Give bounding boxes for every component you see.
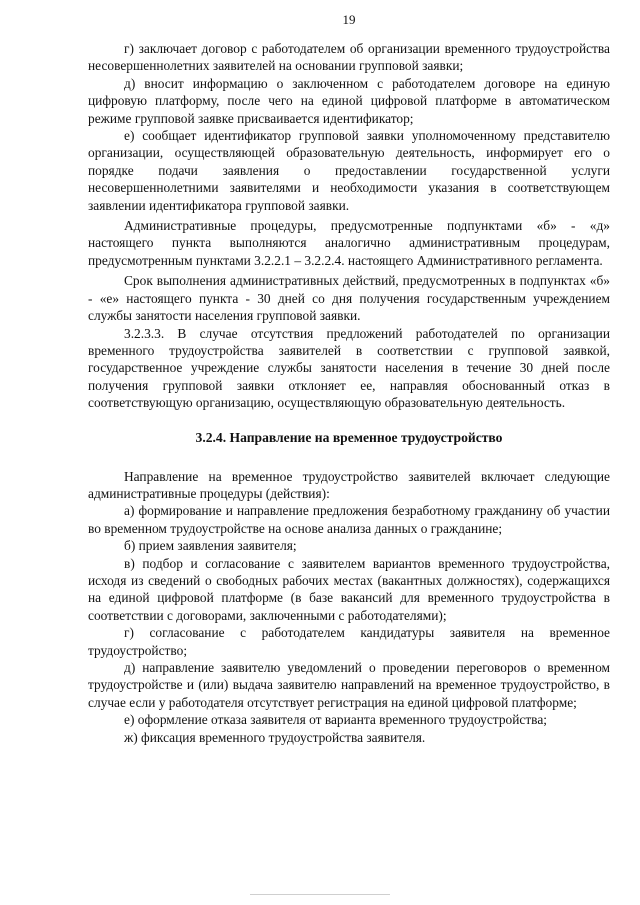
paragraph-deadline: Срок выполнения административных действий, предусмотренных в подпунктах «б» - «е» настоящего пункта - 30 дней со дня получения государственным учреждением службы занятости населения групповой заявки. — [88, 273, 610, 324]
list-item-v: в) подбор и согласование с заявителем вариантов временного трудоустройства, исходя из сведений о свободных рабочих местах (вакантных должностях), содержащихся на единой цифровой платформе (в базе вакансий для временного трудоустройства в соответствии с договорами, заключенными с работодателями); — [88, 555, 610, 623]
list-item-g: г) согласование с работодателем кандидатуры заявителя на временное трудоустройство; — [88, 625, 610, 658]
paragraph-admin-procedures: Административные процедуры, предусмотренные подпунктами «б» - «д» настоящего пункта выполняются аналогично административным процедурам, предусмотренным пунктами 3.2.2.1 – 3.2.2.4. настоящего Административного регламента. — [88, 218, 610, 268]
list-item-d: д) направление заявителю уведомлений о проведении переговоров о временном трудоустройстве и (или) выдача заявителю направлений на временное трудоустройство, в случае если у работодателя отсутствует регистрация на единой цифровой платформе; — [88, 660, 610, 710]
list-item-zh: ж) фиксация временного трудоустройства заявителя. — [124, 729, 426, 745]
paragraph-g-contract: г) заключает договор с работодателем об организации временного трудоустройства несовершеннолетних заявителей на основании групповой заявки; — [88, 41, 610, 74]
paragraph-referral-intro: Направление на временное трудоустройство заявителей включает следующие административные процедуры (действия): — [88, 468, 610, 501]
footer-rule — [250, 894, 390, 895]
list-item-b: б) прием заявления заявителя; — [124, 538, 297, 554]
paragraph-d-platform-info: д) вносит информацию о заключенном с работодателем договоре на единую цифровую платформу, после чего на единой цифровой платформе в автоматическом режиме групповой заявке присваивается идентификатор; — [88, 75, 610, 126]
list-item-e: е) оформление отказа заявителя от варианта временного трудоустройства; — [124, 712, 547, 728]
paragraph-3-2-3-3: 3.2.3.3. В случае отсутствия предложений работодателей по организации временного трудоустройства заявителей в соответствии с групповой заявкой, государственное учреждение службы занятости населения в течение 30 дней после получения групповой заявки отклоняет ее, направляя обоснованный отказ в соответствующую организацию, осуществляющую образовательную деятельность. — [88, 325, 610, 411]
list-item-a: а) формирование и направление предложения безработному гражданину об участии во временном трудоустройстве на основе анализа данных о гражданине; — [88, 503, 610, 536]
page-number: 19 — [342, 12, 356, 27]
paragraph-e-identifier: е) сообщает идентификатор групповой заявки уполномоченному представителю организации, осуществляющей образовательную деятельность, информирует его о порядке подачи заявления о предоставлении государственной услуги несовершеннолетними заявителями и необходимости указания в соответствующем заявлении идентификатора групповой заявки. — [88, 128, 610, 213]
section-heading: 3.2.4. Направление на временное трудоустройство — [195, 429, 503, 445]
